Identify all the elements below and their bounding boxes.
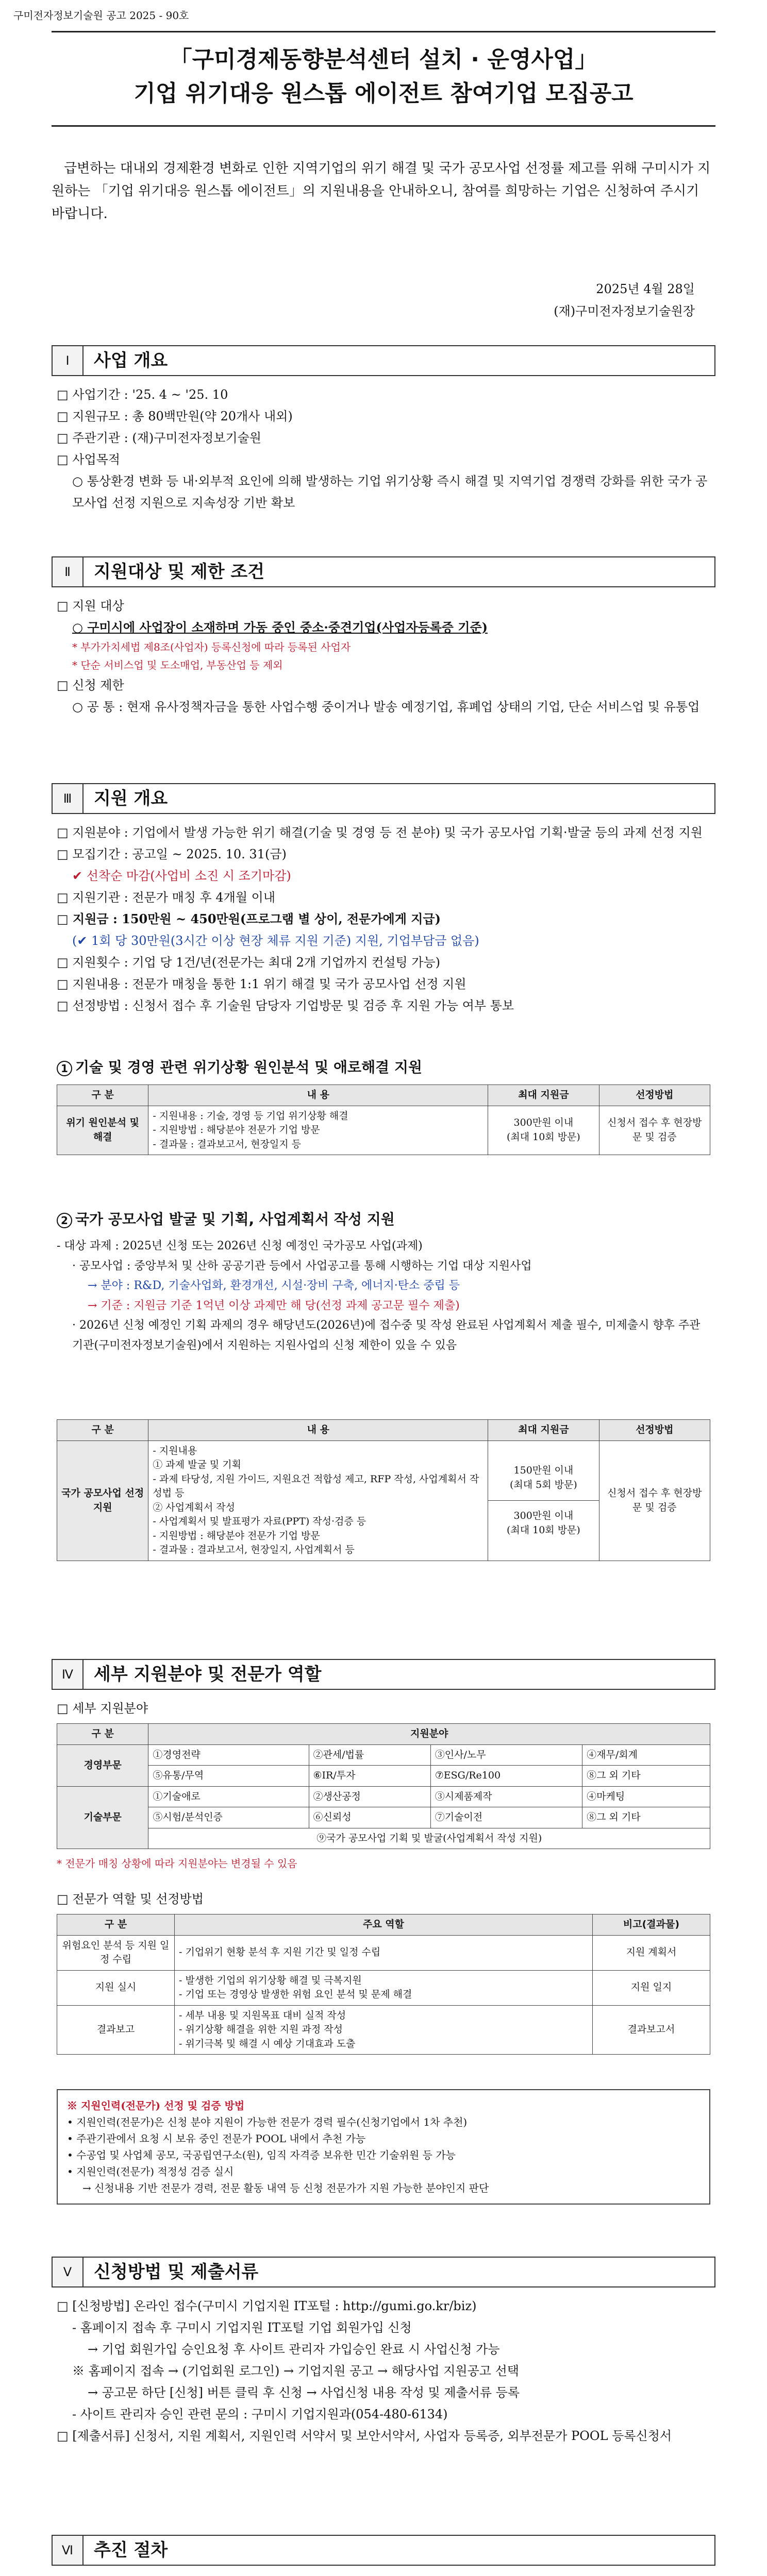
table-header: 선정방법 bbox=[599, 1420, 710, 1441]
list-item: · 공모사업 : 중앙부처 및 산하 공공기관 등에서 사업공고를 통해 시행하는 기업 대상 지원사업 bbox=[72, 1259, 532, 1273]
table-header: 선정방법 bbox=[599, 1085, 710, 1106]
table-cell: 신청서 접수 후 현장방문 및 검증 bbox=[599, 1440, 710, 1561]
box-title: ※ 지원인력(전문가) 선정 및 검증 방법 bbox=[67, 2099, 245, 2112]
list-item: □ 선정방법 : 신청서 접수 후 기술원 담당자 기업방문 및 검증 후 지원 가능 여부 통보 bbox=[57, 998, 514, 1013]
table-cell: ②생산공정 bbox=[309, 1786, 430, 1807]
list-item: □ 지원규모 : 총 80백만원(약 20개사 내외) bbox=[57, 409, 293, 423]
list-item: → 기업 회원가입 승인요청 후 사이트 관리자 가입승인 완료 시 사업신청 가능 bbox=[88, 2342, 500, 2357]
section-number: Ⅰ bbox=[53, 346, 84, 375]
section-2-header bbox=[52, 556, 715, 587]
announcement-date: 2025년 4월 28일 bbox=[596, 282, 695, 296]
table-cell: ③인사/노무 bbox=[430, 1744, 582, 1766]
table-cell: 지원 실시 bbox=[57, 1970, 175, 2005]
support-fields-table bbox=[57, 1723, 710, 1849]
list-item: → 분야 : R&D, 기술사업화, 환경개선, 시설·장비 구축, 에너지·탄소 중립 등 bbox=[88, 1279, 460, 1292]
title-line-1: 「구미경제동향분석센터 설치 · 운영사업」 bbox=[169, 46, 598, 73]
intro-paragraph: 급변하는 대내외 경제환경 변화로 인한 지역기업의 위기 해결 및 국가 공모사업 선정률 제고를 위해 구미시가 지원하는 「기업 위기대응 원스톱 에이전트」의 지원내용을 안내하오니, 참여를 희망하는 기업은 신청하여 주시기 바랍니다. bbox=[52, 161, 711, 222]
table-header: 지원분야 bbox=[148, 1724, 710, 1745]
table-header: 최대 지원금 bbox=[488, 1420, 599, 1441]
section-title: 지원 개요 bbox=[94, 788, 168, 809]
list-item: □ 지원금 : 150만원 ~ 450만원(프로그램 별 상이, 전문가에게 지급) bbox=[57, 911, 441, 926]
list-item: □ 지원분야 : 기업에서 발생 가능한 위기 해결(기술 및 경영 등 전 분야) 및 국가 공모사업 기획·발굴 등의 과제 선정 지원 bbox=[57, 825, 703, 840]
list-item: □ 신청 제한 bbox=[57, 678, 124, 692]
table-header: 구 분 bbox=[57, 1914, 175, 1936]
table-cell: 결과보고서 bbox=[592, 2005, 710, 2055]
table-cell: 결과보고 bbox=[57, 2005, 175, 2055]
amount-option-2: 300만원 이내 (최대 10회 방문) bbox=[506, 1510, 580, 1536]
list-item: (✔ 1회 당 30만원(3시간 이상 현장 체류 지원 기준) 지원, 기업부담금 없음) bbox=[72, 934, 479, 948]
box-item: • 지원인력(전문가) 적정성 검증 실시 bbox=[67, 2165, 234, 2178]
list-item: □ [제출서류] 신청서, 지원 계획서, 지원인력 서약서 및 보안서약서, 사업자 등록증, 외부전문가 POOL 등록신청서 bbox=[57, 2429, 672, 2443]
table-cell: 지원 일지 bbox=[592, 1970, 710, 2005]
circled-number-2: 2 bbox=[57, 1213, 72, 1228]
table-cell: 지원 계획서 bbox=[592, 1935, 710, 1970]
list-item: ※ 홈페이지 접속 → (기업회원 로그인) → 기업지원 공고 → 해당사업 지원공고 선택 bbox=[72, 2364, 519, 2378]
table-cell: 신청서 접수 후 현장방문 및 검증 bbox=[599, 1106, 710, 1155]
table-cell: ①경영전략 bbox=[148, 1744, 309, 1766]
section-number: Ⅲ bbox=[53, 784, 84, 813]
circled-number-1: 1 bbox=[57, 1061, 72, 1076]
note-item: * 단순 서비스업 및 도소매업, 부동산업 등 제외 bbox=[72, 659, 283, 671]
section-title: 지원대상 및 제한 조건 bbox=[94, 561, 265, 582]
section-title: 추진 절차 bbox=[94, 2539, 168, 2561]
table-cell: ⑤시험/분석인증 bbox=[148, 1807, 309, 1828]
list-item: □ 사업목적 bbox=[57, 452, 121, 467]
table-cell: - 기업위기 현황 분석 후 지원 기간 및 일정 수립 bbox=[175, 1935, 593, 1970]
table-cell: ⑧그 외 기타 bbox=[582, 1766, 710, 1787]
amount-option-1: 150만원 이내 (최대 5회 방문) bbox=[488, 1455, 598, 1501]
table-cell: ④재무/회계 bbox=[582, 1744, 710, 1766]
list-item: → 공고문 하단 [신청] 버튼 클릭 후 신청 → 사업신청 내용 작성 및 제출서류 등록 bbox=[88, 2385, 520, 2400]
table-cell: ⑤유통/무역 bbox=[148, 1766, 309, 1787]
announcement-number: 구미전자정보기술원 공고 2025 - 90호 bbox=[13, 9, 189, 22]
section-3-header bbox=[52, 783, 715, 814]
table-cell: 경영부문 bbox=[57, 1744, 148, 1786]
table-header: 주요 역할 bbox=[175, 1914, 593, 1936]
box-item: • 지원인력(전문가)은 신청 분야 지원이 가능한 전문가 경력 필수(신청기업에서 1차 추천) bbox=[67, 2116, 468, 2128]
expert-roles-table bbox=[57, 1914, 710, 2055]
table-cell bbox=[488, 1440, 599, 1561]
section-number: Ⅳ bbox=[53, 1660, 84, 1689]
table-cell: - 지원내용 : 기술, 경영 등 기업 위기상황 해결 - 지원방법 : 해당분야 전문가 기업 방문 - 결과물 : 결과보고서, 현장일지 등 bbox=[148, 1106, 488, 1155]
subsection-1-title: 1 기술 및 경영 관련 위기상황 원인분석 및 애로해결 지원 bbox=[57, 1056, 715, 1079]
table-row bbox=[57, 2005, 710, 2055]
table-cell: - 지원내용 ① 과제 발굴 및 기획 - 과제 타당성, 지원 가이드, 지원요건 적합성 제고, RFP 작성, 사업계획서 작성법 등 ② 사업계획서 작성 - 사업계획서 및 발표평가 자료(PPT) 작성·검증 등 - 지원방법 : 해당분야 전문가 기업 방문 - 결과물 : 결과보고서, 현장일지, 사업계획서 등 bbox=[148, 1440, 488, 1561]
subsection-2-title: 2 국가 공모사업 발굴 및 기획, 사업계획서 작성 지원 bbox=[57, 1208, 715, 1231]
table-row bbox=[57, 1935, 710, 1970]
table-row bbox=[57, 1440, 710, 1561]
box-item: → 신청내용 기반 전문가 경력, 전문 활동 내역 등 신청 전문가가 지원 가능한 분야인지 판단 bbox=[82, 2182, 489, 2194]
section-number: Ⅱ bbox=[53, 557, 84, 586]
list-item: ✔ 선착순 마감(사업비 소진 시 조기마감) bbox=[72, 869, 291, 883]
section-1-header bbox=[52, 345, 715, 376]
public-project-table bbox=[57, 1419, 710, 1561]
table-cell: ①기술애로 bbox=[148, 1786, 309, 1807]
note-item: * 부가가치세법 제8조(사업자) 등록신청에 따라 등록된 사업자 bbox=[72, 641, 351, 653]
section-5-header bbox=[52, 2257, 715, 2287]
list-item: - 홈페이지 접속 후 구미시 기업지원 IT포털 기업 회원가입 신청 bbox=[72, 2320, 412, 2335]
list-item: □ 지원내용 : 전문가 매칭을 통한 1:1 위기 해결 및 국가 공모사업 선정 지원 bbox=[57, 977, 466, 991]
table-cell: 위기 원인분석 및 해결 bbox=[57, 1106, 148, 1155]
table-cell: 기술부문 bbox=[57, 1786, 148, 1849]
subsection-2-body bbox=[57, 1236, 710, 1355]
section-4-header bbox=[52, 1659, 715, 1690]
table-header: 내 용 bbox=[148, 1420, 488, 1441]
section-3-body bbox=[57, 822, 710, 1016]
title-line-2: 기업 위기대응 원스톱 에이전트 참여기업 모집공고 bbox=[134, 80, 633, 107]
list-item: □ [신청방법] 온라인 접수(구미시 기업지원 IT포털 : http://gumi.go.kr/biz) bbox=[57, 2299, 477, 2313]
section-title: 세부 지원분야 및 전문가 역할 bbox=[94, 1664, 322, 1685]
section-5-body bbox=[57, 2295, 710, 2447]
table-cell: 300만원 이내 (최대 10회 방문) bbox=[488, 1106, 599, 1155]
list-item: ○ 통상환경 변화 등 내·외부적 요인에 의해 발생하는 기업 위기상황 즉시 해결 및 지역기업 경쟁력 강화를 위한 국가 공모사업 선정 지원으로 지속성장 기반 확보 bbox=[72, 474, 708, 510]
crisis-support-table bbox=[57, 1084, 710, 1155]
issuing-organization: (재)구미전자정보기술원장 bbox=[554, 304, 695, 319]
table-header: 구 분 bbox=[57, 1085, 148, 1106]
list-item: □ 모집기간 : 공고일 ~ 2025. 10. 31(금) bbox=[57, 847, 287, 861]
section-number: Ⅴ bbox=[53, 2258, 84, 2286]
section-6-header bbox=[52, 2535, 715, 2566]
table-cell: ⑨국가 공모사업 기획 및 발굴(사업계획서 작성 지원) bbox=[148, 1828, 710, 1849]
table-cell: ②관세/법률 bbox=[309, 1744, 430, 1766]
announcement-title bbox=[52, 31, 715, 127]
table-cell: 위험요인 분석 등 지원 일정 수립 bbox=[57, 1935, 175, 1970]
expert-verification-box bbox=[57, 2089, 710, 2205]
fields-title: □ 세부 지원분야 bbox=[57, 1701, 148, 1716]
table-cell: ⑦기술이전 bbox=[430, 1807, 582, 1828]
section-number: Ⅵ bbox=[53, 2536, 84, 2565]
box-item: • 주관기관에서 요청 시 보유 중인 전문가 POOL 내에서 추천 가능 bbox=[67, 2132, 366, 2145]
table-cell: ⑧그 외 기타 bbox=[582, 1807, 710, 1828]
table-cell: ④마케팅 bbox=[582, 1786, 710, 1807]
table-header: 비고(결과물) bbox=[592, 1914, 710, 1936]
list-item: □ 주관기관 : (재)구미전자정보기술원 bbox=[57, 431, 261, 445]
table-cell: ⑥신뢰성 bbox=[309, 1807, 430, 1828]
table-cell: ⑥IR/투자 bbox=[309, 1766, 430, 1787]
section-title: 신청방법 및 제출서류 bbox=[94, 2261, 259, 2282]
list-item: → 기준 : 지원금 기준 1억년 이상 과제만 해 당(선정 과제 공고문 필수 제출) bbox=[88, 1299, 460, 1312]
list-item: - 대상 과제 : 2025년 신청 또는 2026년 신청 예정인 국가공모 사업(과제) bbox=[57, 1240, 423, 1252]
table-header: 구 분 bbox=[57, 1420, 148, 1441]
list-item: ○ 공 통 : 현재 유사정책자금을 통한 사업수행 중이거나 발송 예정기업, 휴폐업 상태의 기업, 단순 서비스업 및 유통업 bbox=[72, 700, 700, 714]
list-item: □ 사업기간 : '25. 4 ~ '25. 10 bbox=[57, 387, 228, 402]
list-item: □ 지원횟수 : 기업 당 1건/년(전문가는 최대 2개 기업까지 컨설팅 가능) bbox=[57, 955, 441, 970]
signature-block bbox=[554, 278, 695, 323]
list-item: ○ 구미시에 사업장이 소재하며 가동 중인 중소·중견기업(사업자등록증 기준) bbox=[72, 620, 488, 635]
list-item: □ 지원기관 : 전문가 매칭 후 4개월 이내 bbox=[57, 890, 276, 905]
roles-title: □ 전문가 역할 및 선정방법 bbox=[57, 1892, 204, 1906]
list-item: · 2026년 신청 예정인 기획 과제의 경우 해당년도(2026년)에 접수중 및 작성 완료된 사업계획서 제출 필수, 미제출시 향후 주관기관(구미전자정보기술원)에서 지원하는 지원사업의 신청 제한이 있을 수 있음 bbox=[72, 1319, 701, 1352]
section-1-body bbox=[57, 384, 710, 514]
list-item: □ 지원 대상 bbox=[57, 599, 124, 613]
table-cell: ③시제품제작 bbox=[430, 1786, 582, 1807]
table-cell: - 세부 내용 및 지원목표 대비 실적 작성 - 위기상황 해결을 위한 지원 과정 작성 - 위기극복 및 해결 시 예상 기대효과 도출 bbox=[175, 2005, 593, 2055]
table-cell: ⑦ESG/Re100 bbox=[430, 1766, 582, 1787]
section-2-body bbox=[57, 595, 710, 718]
table-cell: - 발생한 기업의 위기상황 해결 및 극복지원 - 기업 또는 경영상 발생한 위험 요인 분석 및 문제 해결 bbox=[175, 1970, 593, 2005]
table-header: 최대 지원금 bbox=[488, 1085, 599, 1106]
table-header: 구 분 bbox=[57, 1724, 148, 1745]
table-row bbox=[57, 1106, 710, 1155]
table-row bbox=[57, 1970, 710, 2005]
box-item: • 수공업 및 사업체 공모, 국공립연구소(원), 임직 자격증 보유한 민간 기술위원 등 가능 bbox=[67, 2149, 456, 2161]
fields-note: * 전문가 매칭 상황에 따라 지원분야는 변경될 수 있음 bbox=[57, 1857, 297, 1870]
table-cell: 국가 공모사업 선정 지원 bbox=[57, 1440, 148, 1561]
list-item: - 사이트 관리자 승인 관련 문의 : 구미시 기업지원과(054-480-6134) bbox=[72, 2407, 448, 2421]
table-header: 내 용 bbox=[148, 1085, 488, 1106]
section-title: 사업 개요 bbox=[94, 350, 168, 371]
